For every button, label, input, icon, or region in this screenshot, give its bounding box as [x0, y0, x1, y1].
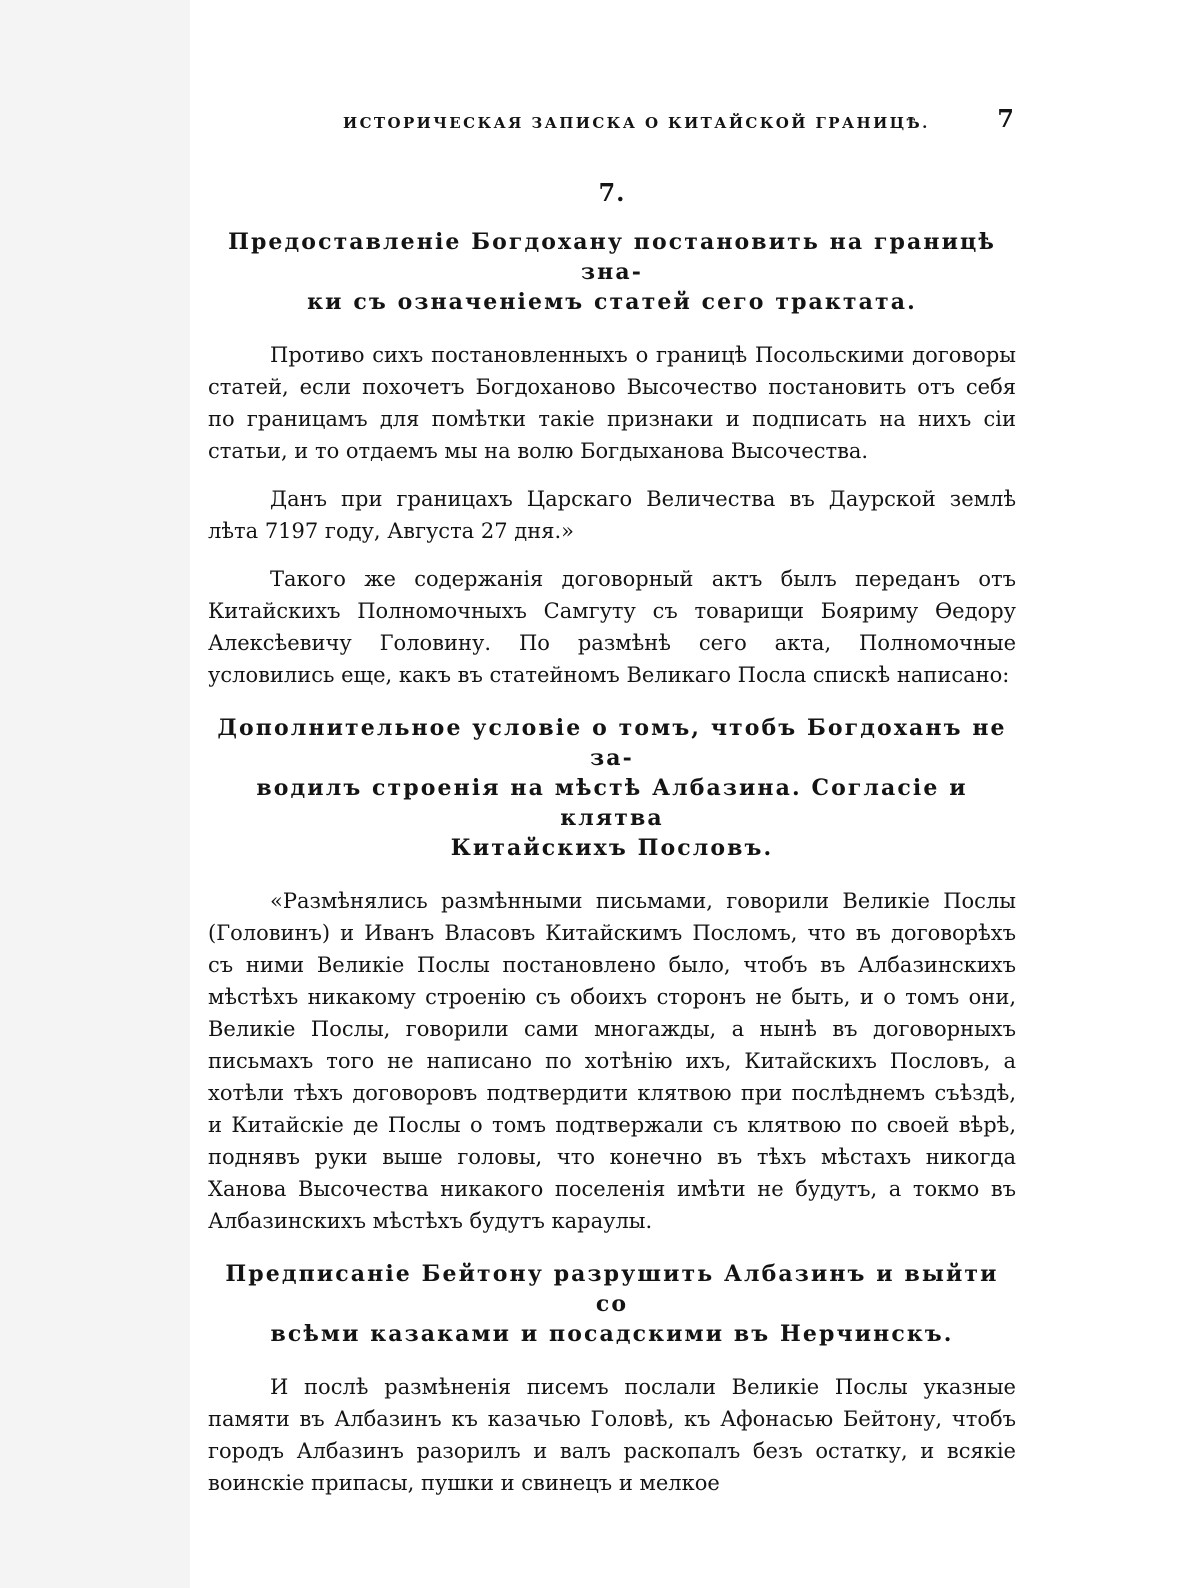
running-title: ИСТОРИЧЕСКАЯ ЗАПИСКА О КИТАЙСКОЙ ГРАНИЦѢ. — [343, 114, 930, 132]
section-heading — [208, 227, 1016, 317]
paragraph-treaty-marks: Противо сихъ постановленныхъ о границѣ Посольскими договоры статей, если похочетъ Богдоханово Высочество постановить отъ себя по границамъ для помѣтки такіе признаки и подписать на нихъ сіи статьи, и то отдаемъ мы на волю Богдыханова Высочества. — [208, 343, 1016, 463]
heading-line: Дополнительное условіе о томъ, чтобъ Богдоханъ не за- — [217, 715, 1007, 771]
heading-line: всѣми казаками и посадскими въ Нерчинскъ. — [270, 1321, 954, 1347]
heading-line: Предписаніе Бейтону разрушить Албазинъ и выйти со — [225, 1261, 999, 1317]
paragraph-exchange-act: Такого же содержанія договорный актъ былъ переданъ отъ Китайскихъ Полномочныхъ Самгуту съ товарищи Бояриму Ѳедору Алексѣевичу Головину. По размѣнѣ сего акта, Полномочные условились еще, какъ въ статейномъ Великаго Посла спискѣ написано: — [208, 567, 1016, 687]
heading-line: водилъ строенія на мѣстѣ Албазина. Согласіе и клятва — [256, 775, 968, 831]
section-number: 7. — [598, 178, 626, 207]
section-heading-line: ки съ означеніемъ статей сего трактата. — [307, 289, 917, 315]
heading-line: Китайскихъ Пословъ. — [450, 835, 774, 861]
scan-margin — [0, 0, 190, 1588]
section-heading-line: Предоставленіе Богдохану постановить на границѣ зна- — [228, 229, 996, 285]
beiton-order-heading — [208, 1259, 1016, 1349]
document-page — [208, 96, 1016, 1499]
paragraph-ambassadors-oath: «Размѣнялись размѣнными письмами, говорили Великіе Послы (Головинъ) и Иванъ Власовъ Китайскимъ Посломъ, что въ договорѣхъ съ ними Великіе Послы постановлено было, чтобъ въ Албазинскихъ мѣстѣхъ никакому строенію съ обоихъ сторонъ не быть, и о томъ они, Великіе Послы, говорили сами многажды, а нынѣ въ договорныхъ письмахъ того не написано по хотѣнію ихъ, Китайскихъ Пословъ, а хотѣли тѣхъ договоровъ подтвердити клятвою при послѣднемъ съѣздѣ, и Китайскіе де Послы о томъ подтвержали съ клятвою по своей вѣрѣ, поднявъ руки выше головы, что конечно въ тѣхъ мѣстахъ никогда Ханова Высочества никакого поселенія имѣти не будутъ, а токмо въ Албазинскихъ мѣстѣхъ будутъ караулы. — [208, 889, 1016, 1233]
running-header — [208, 96, 1016, 136]
paragraph-given-at: Данъ при границахъ Царскаго Величества въ Даурской землѣ лѣта 7197 году, Августа 27 дня.» — [208, 487, 1016, 543]
page-number: 7 — [997, 104, 1014, 133]
paragraph-destroy-albazin: И послѣ размѣненія писемъ послали Великіе Послы указные памяти въ Албазинъ къ казачью Головѣ, къ Афонасью Бейтону, чтобъ городъ Албазинъ разорилъ и валъ раскопалъ безъ остатку, и всякіе воинскіе припасы, пушки и свинецъ и мелкое — [208, 1375, 1016, 1495]
albazin-condition-heading — [208, 713, 1016, 863]
